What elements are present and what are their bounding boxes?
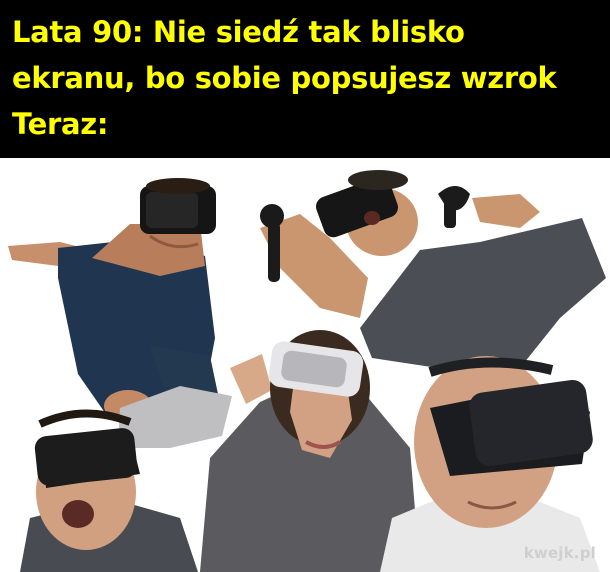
- kwejk-watermark: kwejk.pl: [523, 544, 596, 562]
- caption-line-3: Teraz:: [12, 107, 109, 141]
- person-bald-man: [380, 356, 600, 572]
- caption-line-1: Lata 90: Nie siedź tak blisko: [12, 15, 465, 49]
- caption-line-2: ekranu, bo sobie popsujesz wzrok: [12, 61, 557, 95]
- vr-users-photo: [0, 158, 610, 572]
- meme-caption: [0, 0, 610, 158]
- person-man-pointing: [8, 178, 218, 422]
